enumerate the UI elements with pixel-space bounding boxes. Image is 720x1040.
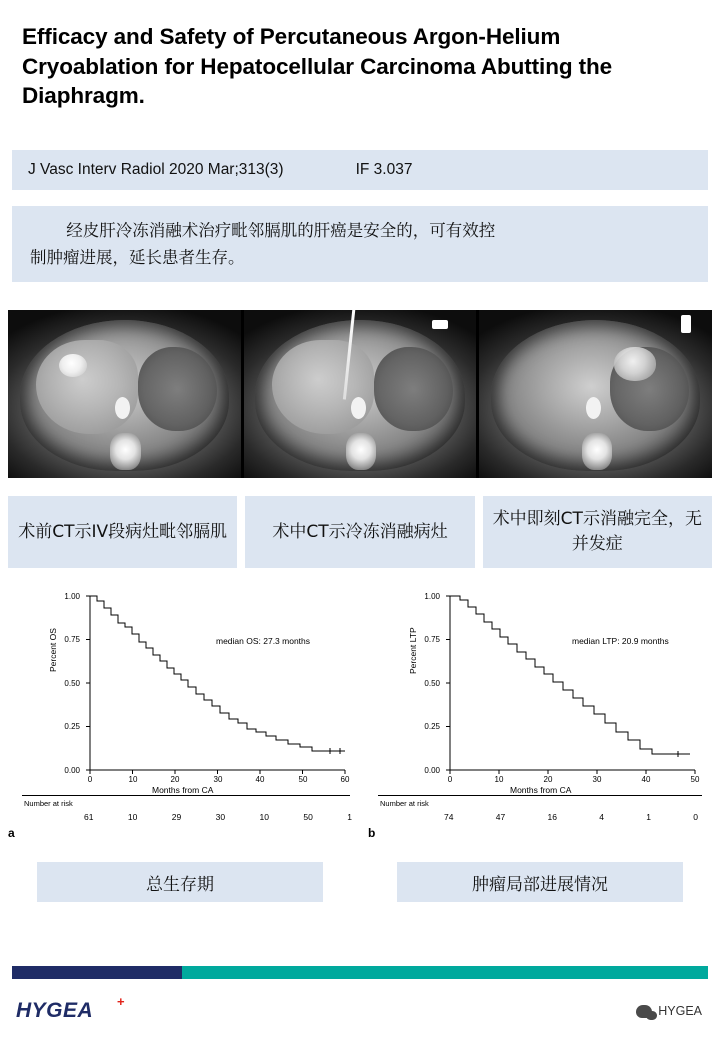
ltp-ytick-000: 0.00: [424, 766, 440, 775]
ltp-risk-5: 0: [693, 812, 698, 822]
chart-local-tumor-progression: [360, 582, 720, 844]
ct-image-pre-procedure: [8, 310, 241, 478]
os-risk-2: 29: [171, 812, 182, 822]
impact-factor: IF 3.037: [355, 161, 413, 178]
ltp-xtick-50: 50: [690, 775, 700, 784]
os-y-axis-label: Percent OS: [48, 628, 58, 672]
ct-aorta: [351, 397, 366, 419]
wechat-icon: [636, 1005, 652, 1018]
ltp-risk-4: 1: [646, 812, 651, 822]
ct-image-strip: [8, 310, 712, 478]
os-xtick-50: 50: [298, 775, 308, 784]
footer-bar-teal: [182, 966, 708, 979]
os-xtick-20: 20: [170, 775, 180, 784]
chart-caption-ltp: 肿瘤局部进展情况: [397, 862, 683, 902]
summary-line-2: 制肿瘤进展，延长患者生存。: [30, 247, 245, 267]
ct-caption-1: 术前CT示IV段病灶毗邻膈肌: [8, 496, 237, 568]
footer-bar-navy: [12, 966, 182, 979]
os-ytick-100: 1.00: [64, 592, 80, 601]
ct-caption-3: 术中即刻CT示消融完全，无并发症: [483, 496, 712, 568]
ltp-xtick-0: 0: [447, 775, 453, 784]
footer-color-bars: [12, 966, 708, 979]
ct-image-post-ablation: [479, 310, 712, 478]
ltp-risk-1: 47: [495, 812, 506, 822]
ltp-y-axis-label: Percent LTP: [408, 627, 418, 674]
survival-charts: [0, 582, 720, 844]
os-xtick-0: 0: [87, 775, 93, 784]
summary-line-1: 经皮肝冷冻消融术治疗毗邻膈肌的肝癌是安全的，可有效控: [66, 221, 496, 240]
os-xtick-10: 10: [128, 775, 138, 784]
os-risk-6: 1: [347, 812, 352, 822]
wechat-label: HYGEA: [658, 1004, 702, 1018]
os-ytick-000: 0.00: [64, 766, 80, 775]
footer: [0, 985, 720, 1040]
journal-info-bar: [12, 150, 708, 190]
ltp-ytick-050: 0.50: [424, 679, 440, 688]
chart-overall-survival: [0, 582, 360, 844]
os-xtick-30: 30: [213, 775, 223, 784]
os-risk-5: 50: [303, 812, 313, 822]
ltp-risk-0: 74: [444, 812, 454, 822]
ltp-risk-2: 16: [547, 812, 557, 822]
ltp-xtick-40: 40: [641, 775, 651, 784]
os-ytick-075: 0.75: [64, 635, 80, 644]
os-risk-0: 61: [84, 812, 94, 822]
os-xtick-60: 60: [340, 775, 350, 784]
ct-spine: [346, 433, 376, 470]
ltp-risk-values: [444, 812, 698, 822]
ltp-xtick-20: 20: [543, 775, 553, 784]
brand-logo-mark-icon: +: [117, 994, 125, 1009]
brand-logo: HYGEA: [16, 999, 94, 1022]
ltp-panel-letter: b: [368, 826, 376, 840]
ct-metal-marker: [432, 320, 448, 329]
os-risk-label: Number at risk: [24, 799, 73, 808]
ct-metal-marker: [681, 315, 691, 333]
os-risk-3: 30: [215, 812, 226, 822]
ltp-xtick-30: 30: [592, 775, 602, 784]
ltp-median-annotation: median LTP: 20.9 months: [572, 636, 669, 646]
ltp-x-axis-label: Months from CA: [510, 785, 572, 795]
os-risk-1: 10: [127, 812, 138, 822]
ct-stomach-region: [374, 347, 453, 431]
os-xtick-40: 40: [255, 775, 265, 784]
ct-spine: [582, 433, 612, 470]
ct-ablation-zone: [614, 347, 656, 381]
chart-caption-wrap-2: [360, 862, 720, 902]
ltp-ytick-025: 0.25: [424, 722, 440, 731]
ct-caption-2: 术中CT示冷冻消融病灶: [245, 496, 474, 568]
ltp-risk-label: Number at risk: [380, 799, 429, 808]
chart-caption-wrap-1: [0, 862, 360, 902]
chinese-summary: [12, 206, 708, 282]
os-x-axis-label: Months from CA: [152, 785, 214, 795]
page-title: Efficacy and Safety of Percutaneous Argon-Helium Cryoablation for Hepatocellular Carcinoma Abutting the Diaphragm.: [22, 24, 613, 109]
ltp-risk-divider: [378, 795, 702, 796]
journal-reference: J Vasc Interv Radiol 2020 Mar;313(3): [28, 161, 284, 178]
os-ytick-050: 0.50: [64, 679, 80, 688]
os-panel-letter: a: [8, 826, 15, 840]
ct-spine: [110, 433, 140, 470]
os-risk-values: [84, 812, 352, 822]
chart-caption-row: [0, 862, 720, 902]
os-risk-4: 10: [259, 812, 269, 822]
ltp-ytick-100: 1.00: [424, 592, 440, 601]
ct-caption-row: [8, 496, 712, 568]
wechat-handle: [636, 1004, 702, 1018]
ltp-xtick-10: 10: [494, 775, 504, 784]
ltp-risk-3: 4: [599, 812, 604, 822]
os-median-annotation: median OS: 27.3 months: [216, 636, 311, 646]
ct-lesion-marker: [59, 354, 87, 378]
os-ytick-025: 0.25: [64, 722, 80, 731]
os-risk-divider: [22, 795, 350, 796]
ltp-ytick-075: 0.75: [424, 635, 440, 644]
ct-image-intra-procedure: [244, 310, 477, 478]
chart-caption-os: 总生存期: [37, 862, 323, 902]
